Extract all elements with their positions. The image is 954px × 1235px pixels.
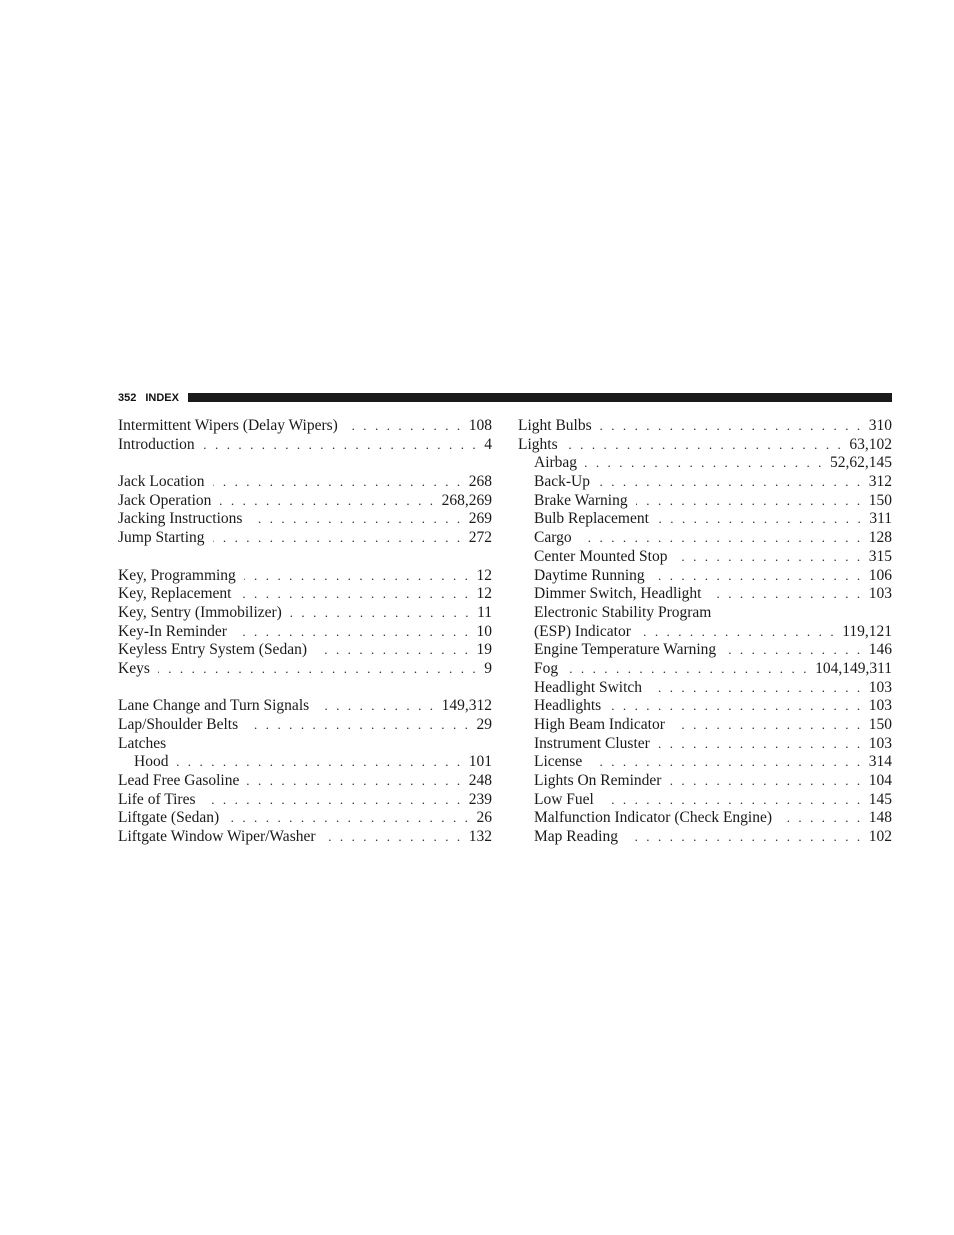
- entry-label: Latches: [118, 734, 167, 752]
- entry-page-ref: 311: [869, 510, 892, 528]
- dot-leader: [602, 791, 863, 810]
- index-entry: [518, 828, 892, 847]
- dot-leader: [609, 697, 863, 716]
- entry-page-ref: 248: [468, 772, 492, 790]
- entry-page-ref: 12: [476, 566, 492, 584]
- dot-leader: [235, 623, 471, 642]
- index-column-left: [118, 417, 492, 847]
- entry-label: Key, Programming: [118, 566, 236, 584]
- entry-label: Fog: [534, 659, 559, 677]
- index-entry: [118, 473, 492, 492]
- index-entry: [518, 772, 892, 791]
- dot-leader: [213, 529, 463, 548]
- dot-leader: [176, 753, 462, 772]
- index-entry: [118, 641, 492, 660]
- dot-leader: [673, 716, 863, 735]
- entry-label: Hood: [134, 753, 169, 771]
- index-entry: [118, 436, 492, 455]
- entry-label: Lights: [518, 435, 558, 453]
- dot-leader: [566, 660, 809, 679]
- index-entry: [118, 417, 492, 436]
- index-entry: [118, 697, 492, 716]
- entry-label: Key, Sentry (Immobilizer): [118, 603, 282, 621]
- dot-leader: [317, 697, 435, 716]
- index-entry: [518, 623, 892, 642]
- entry-page-ref: 103: [868, 678, 892, 696]
- index-entry: [118, 623, 492, 642]
- dot-leader: [239, 585, 470, 604]
- index-entry: [118, 585, 492, 604]
- dot-leader: [247, 772, 462, 791]
- index-entry: [518, 585, 892, 604]
- entry-page-ref: 239: [468, 790, 492, 808]
- dot-leader: [639, 623, 836, 642]
- index-entry: [118, 753, 492, 772]
- entry-label: Cargo: [534, 529, 572, 547]
- index-entry: [518, 473, 892, 492]
- dot-leader: [566, 436, 844, 455]
- index-entry: [518, 716, 892, 735]
- entry-label: Keys: [118, 659, 150, 677]
- entry-label: Jacking Instructions: [118, 510, 243, 528]
- entry-label: Liftgate Window Wiper/Washer: [118, 828, 316, 846]
- section-title: INDEX: [145, 391, 179, 404]
- entry-label: Key, Replacement: [118, 585, 232, 603]
- entry-page-ref: 268: [468, 473, 492, 491]
- entry-page-ref: 101: [468, 753, 492, 771]
- entry-label: Back-Up: [534, 473, 590, 491]
- entry-label: Lap/Shoulder Belts: [118, 716, 239, 733]
- dot-leader: [290, 604, 471, 623]
- entry-page-ref: 103: [868, 697, 892, 715]
- index-entry: [118, 716, 492, 735]
- index-entry: [518, 510, 892, 529]
- entry-label: Electronic Stability Program: [534, 603, 712, 621]
- entry-label: Engine Temperature Warning: [534, 641, 717, 659]
- entry-page-ref: 145: [868, 790, 892, 808]
- index-entry: [518, 529, 892, 548]
- entry-label: Headlights: [534, 697, 602, 715]
- index-column-right: [518, 417, 892, 847]
- index-entry: [518, 791, 892, 810]
- entry-label: Jack Location: [118, 473, 205, 491]
- entry-page-ref: 4: [484, 435, 492, 453]
- entry-page-ref: 103: [868, 585, 892, 603]
- dot-leader: [227, 809, 470, 828]
- entry-label: Daytime Running: [534, 566, 645, 584]
- entry-page-ref: 269: [468, 510, 492, 528]
- dot-leader: [324, 828, 463, 847]
- index-entry: [118, 492, 492, 511]
- index-entry: [118, 529, 492, 548]
- dot-leader: [158, 660, 478, 679]
- entry-page-ref: 150: [868, 491, 892, 509]
- index-gap: [118, 679, 492, 698]
- entry-page-ref: 106: [868, 566, 892, 584]
- index-entry: [518, 679, 892, 698]
- index-entry: [518, 809, 892, 828]
- entry-page-ref: 108: [468, 417, 492, 434]
- dot-leader: [658, 735, 863, 754]
- page-number: 352: [118, 391, 137, 404]
- index-entry: [118, 510, 492, 529]
- index-entry: [118, 791, 492, 810]
- entry-label: Headlight Switch: [534, 678, 643, 696]
- entry-label: Introduction: [118, 435, 195, 453]
- index-entry: [118, 772, 492, 791]
- entry-page-ref: 272: [468, 529, 492, 547]
- dot-leader: [626, 828, 863, 847]
- index-entry: [118, 809, 492, 828]
- index-heading: [518, 604, 892, 623]
- index-entry: [118, 660, 492, 679]
- index-entry: [518, 417, 892, 436]
- index-entry: [518, 641, 892, 660]
- index-entry: [518, 753, 892, 772]
- header-rule: [188, 393, 892, 402]
- entry-page-ref: 26: [476, 809, 492, 827]
- entry-label: Dimmer Switch, Headlight: [534, 585, 702, 603]
- dot-leader: [246, 716, 470, 735]
- entry-label: Lead Free Gasoline: [118, 772, 240, 790]
- index-heading: [118, 735, 492, 754]
- entry-page-ref: 128: [868, 529, 892, 547]
- entry-label: (ESP) Indicator: [534, 622, 631, 640]
- dot-leader: [244, 567, 471, 586]
- dot-leader: [203, 436, 479, 455]
- dot-leader: [636, 492, 863, 511]
- entry-page-ref: 150: [868, 716, 892, 733]
- entry-page-ref: 102: [868, 828, 892, 846]
- entry-label: Lights On Reminder: [534, 772, 662, 790]
- entry-page-ref: 148: [868, 809, 892, 827]
- dot-leader: [650, 679, 863, 698]
- entry-label: Key-In Reminder: [118, 622, 227, 640]
- entry-page-ref: 104: [868, 772, 892, 790]
- entry-label: High Beam Indicator: [534, 716, 665, 733]
- entry-label: Low Fuel: [534, 790, 594, 808]
- entry-label: Center Mounted Stop: [534, 547, 668, 565]
- dot-leader: [346, 417, 463, 436]
- entry-page-ref: 19: [476, 641, 492, 659]
- entry-label: Bulb Replacement: [534, 510, 649, 528]
- dot-leader: [315, 641, 471, 660]
- index-entry: [518, 735, 892, 754]
- dot-leader: [590, 753, 863, 772]
- entry-page-ref: 132: [468, 828, 492, 846]
- dot-leader: [585, 454, 824, 473]
- entry-page-ref: 312: [868, 473, 892, 491]
- entry-page-ref: 104,149,311: [815, 659, 892, 677]
- index-entry: [518, 548, 892, 567]
- dot-leader: [204, 791, 463, 810]
- dot-leader: [653, 567, 863, 586]
- entry-page-ref: 310: [868, 417, 892, 434]
- dot-leader: [780, 809, 863, 828]
- entry-page-ref: 10: [476, 622, 492, 640]
- entry-label: Liftgate (Sedan): [118, 809, 220, 827]
- index-entry: [118, 604, 492, 623]
- entry-page-ref: 149,312: [441, 697, 492, 715]
- entry-label: Lane Change and Turn Signals: [118, 697, 310, 715]
- entry-label: Jack Operation: [118, 491, 212, 509]
- entry-page-ref: 314: [868, 753, 892, 771]
- index-entry: [518, 567, 892, 586]
- dot-leader: [219, 492, 435, 511]
- entry-page-ref: 103: [868, 734, 892, 752]
- entry-label: Map Reading: [534, 828, 618, 846]
- entry-label: Jump Starting: [118, 529, 205, 547]
- index-entry: [518, 454, 892, 473]
- index-gap: [118, 548, 492, 567]
- index-entry: [118, 567, 492, 586]
- entry-label: Life of Tires: [118, 790, 196, 808]
- dot-leader: [598, 473, 863, 492]
- entry-page-ref: 268,269: [441, 491, 492, 509]
- index-entry: [518, 492, 892, 511]
- dot-leader: [250, 510, 462, 529]
- dot-leader: [600, 417, 863, 436]
- dot-leader: [213, 473, 463, 492]
- dot-leader: [724, 641, 863, 660]
- entry-label: Malfunction Indicator (Check Engine): [534, 809, 773, 827]
- entry-page-ref: 11: [477, 603, 492, 621]
- dot-leader: [657, 510, 863, 529]
- dot-leader: [675, 548, 862, 567]
- page-header: [118, 390, 892, 405]
- entry-label: Light Bulbs: [518, 417, 592, 434]
- dot-leader: [669, 772, 862, 791]
- entry-label: Airbag: [534, 454, 578, 472]
- entry-label: Keyless Entry System (Sedan): [118, 641, 307, 659]
- entry-page-ref: 119,121: [842, 622, 892, 640]
- index-entry: [518, 436, 892, 455]
- entry-label: Instrument Cluster: [534, 734, 650, 752]
- index-gap: [118, 454, 492, 473]
- entry-page-ref: 63,102: [849, 435, 892, 453]
- entry-page-ref: 315: [868, 547, 892, 565]
- entry-label: Intermittent Wipers (Delay Wipers): [118, 417, 338, 434]
- entry-page-ref: 146: [868, 641, 892, 659]
- dot-leader: [709, 585, 862, 604]
- entry-label: License: [534, 753, 583, 771]
- index-entry: [518, 660, 892, 679]
- entry-page-ref: 29: [476, 716, 492, 733]
- entry-page-ref: 9: [484, 659, 492, 677]
- entry-page-ref: 52,62,145: [830, 454, 892, 472]
- index-entry: [118, 828, 492, 847]
- entry-label: Brake Warning: [534, 491, 628, 509]
- entry-page-ref: 12: [476, 585, 492, 603]
- dot-leader: [580, 529, 863, 548]
- index-entry: [518, 697, 892, 716]
